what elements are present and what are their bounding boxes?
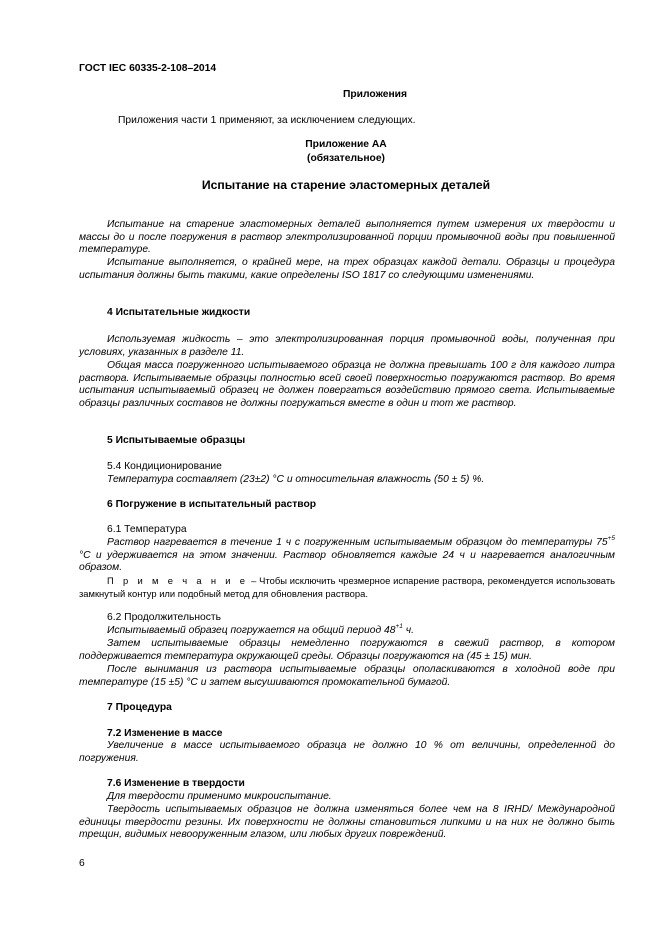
section-4-paragraph-2: Общая масса погруженного испытываемого образца не должна превышать 100 г для каждого литра раствора. Испытываемые образцы полностью всей своей поверхностью погружаются раствор. Во время испытания испытываемый образец не должен повергаться воздействию прямого света. Испытываемые образцы различных составов не должны погружаться вместе в один и тот же раствор. <box>79 360 615 409</box>
section-7-heading: 7 Процедура <box>107 702 172 713</box>
section-4-heading: 4 Испытательные жидкости <box>107 307 251 318</box>
section-6-2-paragraph-1: Испытываемый образец погружается на общий период $48^{+1}$ ч. <box>107 623 414 636</box>
section-4-paragraph-1: Используемая жидкость – это электролизированная порция промывочной воды, полученная при условиях, указанных в разделе 11. <box>79 334 615 358</box>
section-6-2-heading: 6.2 Продолжительность <box>107 612 221 623</box>
section-7-6-paragraph-2: Твердость испытываемых образцов не должна изменяться более чем на 8 IRHD/ Международной единицы твердости резины. Их поверхности не должны становиться липкими и на них не должно быть трещин, видимых невооруженным глазом, или любых других повреждений. <box>79 804 615 841</box>
appendix-intro: Приложения части 1 применяют, за исключением следующих. <box>118 115 416 126</box>
section-7-2-paragraph: Увеличение в массе испытываемого образца не должно 10 % от величины, определенной до погружения. <box>79 740 615 764</box>
annex-title: Испытание на старение эластомерных деталей <box>201 178 491 192</box>
section-6-2-paragraph-3: После вынимания из раствора испытываемые образцы ополаскиваются в холодной воде при температуре (15 ±5) °С и затем высушиваются промокательной бумагой. <box>79 664 615 688</box>
appendix-heading: Приложения <box>342 89 408 100</box>
annex-label: Приложение АА <box>305 139 387 150</box>
section-7-6-heading: 7.6 Изменение в твердости <box>107 778 245 789</box>
section-6-1-paragraph: Раствор нагревается в течение 1 ч с погруженным испытываемым образцом до температуры $75^{+5}$ °С и удерживается на этом значении. Раствор обновляется каждые 24 ч и нагревается аналогичным образом. <box>79 535 615 574</box>
section-5-heading: 5 Испытываемые образцы <box>107 435 246 446</box>
section-7-2-heading: 7.2 Изменение в массе <box>107 728 223 739</box>
page-number: 6 <box>79 858 85 869</box>
document-id: ГОСТ IEC 60335-2-108–2014 <box>79 63 217 74</box>
section-5-4-heading: 5.4 Кондиционирование <box>107 461 222 472</box>
note: П р и м е ч а н и е – Чтобы исключить чрезмерное испарение раствора, рекомендуется использовать замкнутый контур или подобный метод для обновления раствора. <box>79 575 615 599</box>
note-label: П р и м е ч а н и е <box>107 575 249 586</box>
section-6-1-heading: 6.1 Температура <box>107 524 187 535</box>
section-5-4-text: Температура составляет (23±2) °С и относительная влажность (50 ± 5) %. <box>107 474 485 485</box>
annex-status: (обязательное) <box>307 153 385 164</box>
section-6-heading: 6 Погружение в испытательный раствор <box>107 499 317 510</box>
intro-paragraph-2: Испытание выполняется, о крайней мере, на трех образцах каждой детали. Образцы и процедура испытания должны быть такими, какие определены ISO 1817 со следующими изменениями. <box>79 257 615 281</box>
section-7-6-paragraph-1: Для твердости применимо микроиспытание. <box>107 791 332 802</box>
section-6-2-paragraph-2: Затем испытываемые образцы немедленно погружаются в свежий раствор, в котором поддерживается температура окружающей среды. Образцы погружаются на (45 ± 15) мин. <box>79 638 615 662</box>
intro-paragraph-1: Испытание на старение эластомерных деталей выполняется путем измерения их твердости и массы до и после погружения в раствор электролизированной порции промывочной воды при повышенной температуре. <box>79 219 615 256</box>
